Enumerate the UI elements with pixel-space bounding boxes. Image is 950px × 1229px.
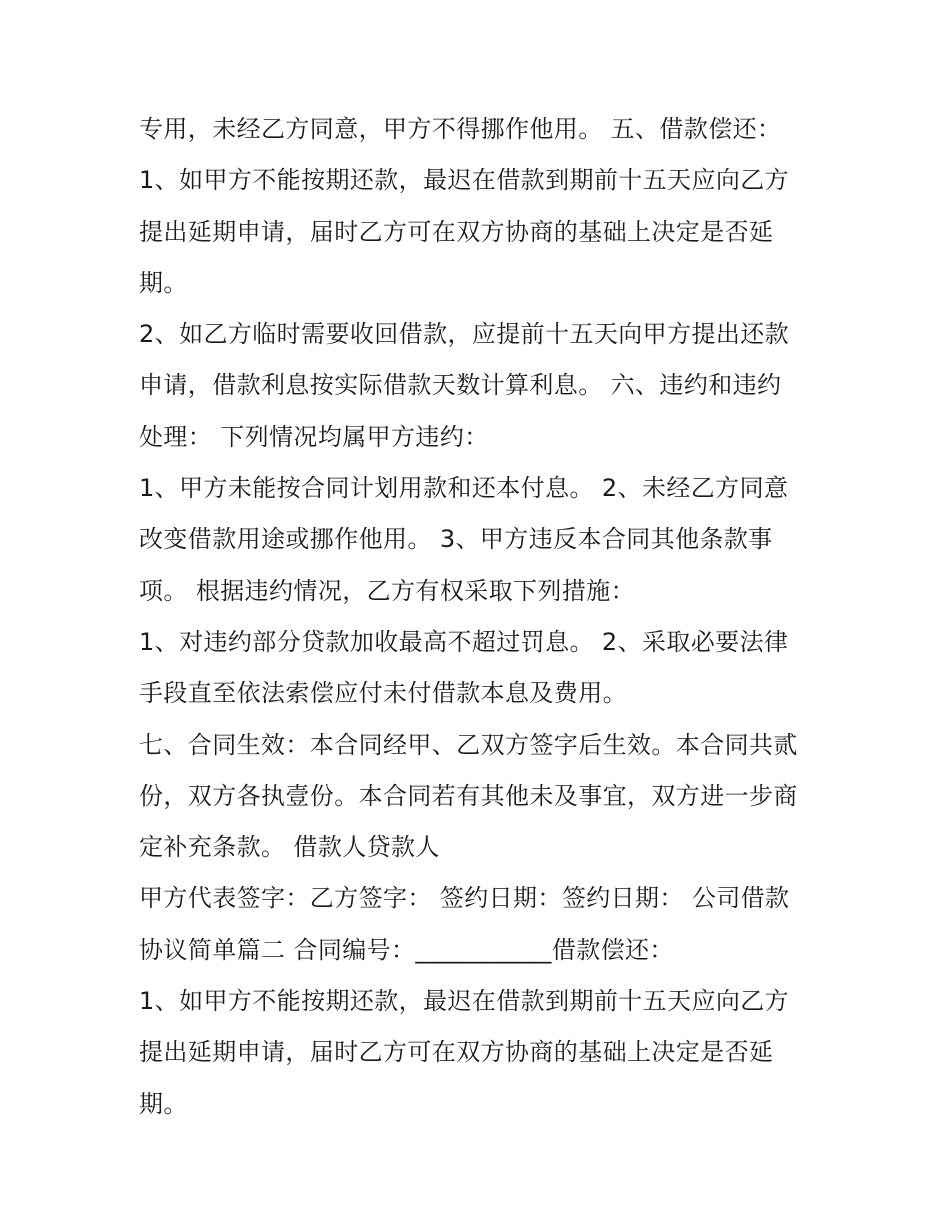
text-line: 提出延期申请，届时乙方可在双方协商的基础上决定是否延 (139, 1038, 774, 1067)
text-line: 提出延期申请，届时乙方可在双方协商的基础上决定是否延 (139, 217, 774, 246)
document-body (139, 104, 819, 1130)
text-line: 期。 (139, 268, 188, 297)
text-line: 七、合同生效：本合同经甲、乙双方签字后生效。本合同共贰 (139, 730, 798, 759)
text-line: 手段直至依法索偿应付未付借款本息及费用。 (139, 679, 627, 708)
text-line: 1、对违约部分贷款加收最高不超过罚息。 2、采取必要法律 (139, 627, 789, 656)
text-line: 1、如甲方不能按期还款，最迟在借款到期前十五天应向乙方 (139, 166, 790, 195)
text-line: 甲方代表签字：乙方签字： 签约日期：签约日期： 公司借款 (139, 884, 790, 913)
text-line: 1、如甲方不能按期还款，最迟在借款到期前十五天应向乙方 (139, 987, 790, 1016)
text-line: 定补充条款。 借款人贷款人 (139, 833, 440, 862)
text-line: 申请，借款利息按实际借款天数计算利息。 六、违约和违约 (139, 371, 782, 400)
text-line: 份，双方各执壹份。本合同若有其他未及事宜，双方进一步商 (139, 781, 798, 810)
text-line: 处理： 下列情况均属甲方违约： (139, 422, 489, 451)
text-line: 2、如乙方临时需要收回借款，应提前十五天向甲方提出还款 (139, 320, 790, 349)
text-line: 期。 (139, 1089, 188, 1118)
text-line: 1、甲方未能按合同计划用款和还本付息。 2、未经乙方同意 (139, 474, 789, 503)
text-line: 项。 根据违约情况，乙方有权采取下列措施： (139, 576, 636, 605)
text-line: 改变借款用途或挪作他用。 3、甲方违反本合同其他条款事 (139, 525, 773, 554)
text-line: 专用，未经乙方同意，甲方不得挪作他用。 五、借款偿还： (139, 115, 782, 143)
text-line: 协议简单篇二 合同编号：___________借款偿还： (139, 935, 674, 964)
